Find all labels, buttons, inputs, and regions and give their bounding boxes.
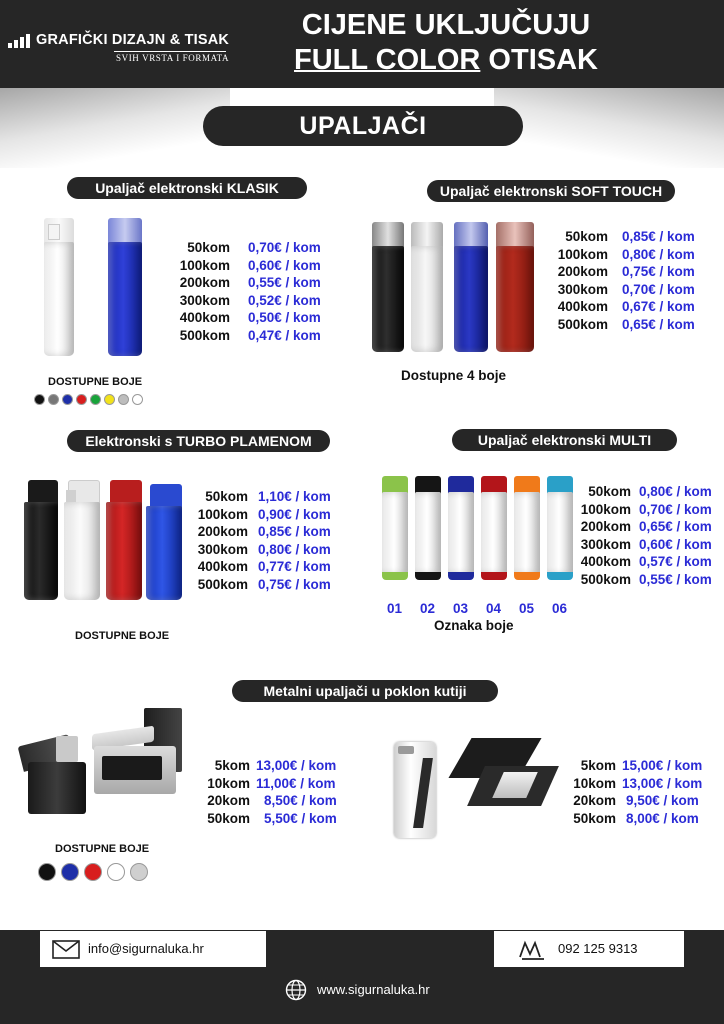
metal-left-price-table: [206, 757, 337, 827]
table-row: 300kom 0,60€ / kom: [580, 536, 712, 552]
color-code: 03: [453, 601, 469, 616]
envelope-icon: [52, 940, 80, 959]
headline-underlined: FULL COLOR: [294, 44, 481, 76]
table-row: 100kom 0,70€ / kom: [580, 501, 712, 517]
multi-price-table: [575, 483, 712, 589]
table-row: 500kom 0,55€ / kom: [580, 571, 712, 587]
table-row: 200kom 0,85€ / kom: [197, 524, 331, 540]
table-row: 300kom 0,70€ / kom: [557, 281, 695, 297]
footer-email[interactable]: info@sigurnaluka.hr: [88, 941, 204, 956]
bar-chart-icon: [8, 34, 32, 48]
turbo-lighter-white: [64, 480, 100, 600]
footer-email-box[interactable]: [40, 931, 266, 967]
multi-lighter: [547, 476, 573, 580]
klasik-colors-label: DOSTUPNE BOJE: [48, 376, 143, 388]
globe-icon: [285, 979, 307, 1001]
table-row: 400kom 0,50€ / kom: [179, 310, 321, 326]
header: [0, 0, 724, 88]
klasik-color-swatches: [34, 394, 146, 405]
table-row: 20kom 9,50€ / kom: [573, 793, 699, 809]
table-row: 200kom 0,65€ / kom: [580, 519, 712, 535]
table-row: 400kom 0,77€ / kom: [197, 559, 331, 575]
color-swatch: [48, 394, 59, 405]
turbo-lighter-black: [24, 480, 58, 600]
multi-colors-label: Oznaka boje: [434, 618, 514, 633]
klasik-lighter-blue: [108, 218, 142, 356]
table-row: 50kom 0,85€ / kom: [565, 229, 695, 244]
footer-website-url[interactable]: www.sigurnaluka.hr: [317, 982, 430, 997]
footer-phone-box[interactable]: [494, 931, 684, 967]
color-code: 04: [486, 601, 502, 616]
brand-tagline: SVIH VRSTA I FORMATA: [116, 53, 230, 63]
color-swatch: [90, 394, 101, 405]
color-swatch: [61, 863, 79, 881]
table-row: 300kom 0,52€ / kom: [179, 292, 321, 308]
headline-line-1: CIJENE UKLJUČUJU: [301, 9, 591, 41]
table-row: 300kom 0,80€ / kom: [197, 541, 331, 557]
metal-colors-label: DOSTUPNE BOJE: [55, 843, 150, 855]
headline-line-2: [246, 43, 646, 78]
footer-phone[interactable]: 092 125 9313: [558, 941, 638, 956]
soft-touch-title: Upaljač elektronski SOFT TOUCH: [427, 180, 675, 202]
table-row: 400kom 0,57€ / kom: [580, 554, 712, 570]
turbo-title: Elektronski s TURBO PLAMENOM: [67, 430, 330, 452]
klasik-title: Upaljač elektronski KLASIK: [67, 177, 307, 199]
klasik-lighter-white: [44, 218, 74, 356]
multi-lighter: [514, 476, 540, 580]
table-row: 5kom 15,00€ / kom: [580, 758, 703, 773]
metal-right-price-table: [572, 757, 702, 827]
color-swatch: [104, 394, 115, 405]
table-row: 50kom 5,50€ / kom: [207, 810, 337, 826]
color-code: 02: [420, 601, 436, 616]
metal-color-swatches: [38, 863, 153, 881]
turbo-price-table: [192, 488, 331, 594]
shadow-decoration-right: [494, 88, 724, 168]
multi-lighter: [415, 476, 441, 580]
table-row: 200kom 0,75€ / kom: [557, 264, 695, 280]
soft-touch-colors-label: Dostupne 4 boje: [401, 368, 507, 383]
multi-lighter: [382, 476, 408, 580]
color-swatch: [38, 863, 56, 881]
table-row: 5kom 13,00€ / kom: [214, 758, 337, 773]
soft-touch-price-table: [548, 228, 695, 334]
color-code: 05: [519, 601, 535, 616]
metal-title: Metalni upaljači u poklon kutiji: [232, 680, 498, 702]
color-swatch: [84, 863, 102, 881]
metal-lighter-slim-image: [388, 738, 556, 842]
brand-name: GRAFIČKI DIZAJN & TISAK: [36, 32, 230, 48]
table-row: 400kom 0,67€ / kom: [557, 299, 695, 315]
metal-lighter-zippo-image: [16, 706, 186, 816]
soft-touch-lighter-black: [372, 222, 404, 352]
color-code: 01: [387, 601, 403, 616]
color-swatch: [34, 394, 45, 405]
soft-touch-lighter-white: [411, 222, 443, 352]
color-code: 06: [552, 601, 568, 616]
klasik-price-table: [172, 239, 321, 345]
table-row: 10kom 13,00€ / kom: [573, 775, 703, 791]
table-row: 100kom 0,90€ / kom: [197, 506, 331, 522]
turbo-lighter-red: [106, 480, 142, 600]
table-row: 10kom 11,00€ / kom: [207, 775, 336, 791]
headline: [246, 8, 646, 78]
soft-touch-lighter-blue: [454, 222, 488, 352]
table-row: 50kom 0,80€ / kom: [588, 484, 712, 499]
table-row: 500kom 0,65€ / kom: [557, 316, 695, 332]
table-row: 50kom 8,00€ / kom: [573, 810, 699, 826]
signature-logo-icon: [518, 939, 548, 961]
turbo-colors-label: DOSTUPNE BOJE: [75, 630, 170, 642]
color-swatch: [132, 394, 143, 405]
multi-title: Upaljač elektronski MULTI: [452, 429, 677, 451]
color-swatch: [107, 863, 125, 881]
color-swatch: [130, 863, 148, 881]
color-swatch: [62, 394, 73, 405]
headline-rest: OTISAK: [480, 44, 598, 76]
table-row: 50kom 0,70€ / kom: [187, 240, 321, 255]
section-title: UPALJAČI: [203, 106, 523, 146]
color-swatch: [118, 394, 129, 405]
soft-touch-lighter-red: [496, 222, 534, 352]
turbo-lighter-blue: [146, 484, 182, 600]
table-row: 100kom 0,60€ / kom: [179, 257, 321, 273]
table-row: 50kom 1,10€ / kom: [205, 489, 331, 504]
color-swatch: [76, 394, 87, 405]
table-row: 100kom 0,80€ / kom: [557, 246, 695, 262]
brand-logo: [8, 28, 228, 68]
table-row: 200kom 0,55€ / kom: [179, 275, 321, 291]
multi-lighter: [448, 476, 474, 580]
table-row: 500kom 0,47€ / kom: [179, 327, 321, 343]
shadow-decoration-left: [0, 88, 230, 168]
multi-color-codes: [387, 601, 585, 616]
table-row: 20kom 8,50€ / kom: [207, 793, 337, 809]
table-row: 500kom 0,75€ / kom: [197, 576, 331, 592]
multi-lighter: [481, 476, 507, 580]
